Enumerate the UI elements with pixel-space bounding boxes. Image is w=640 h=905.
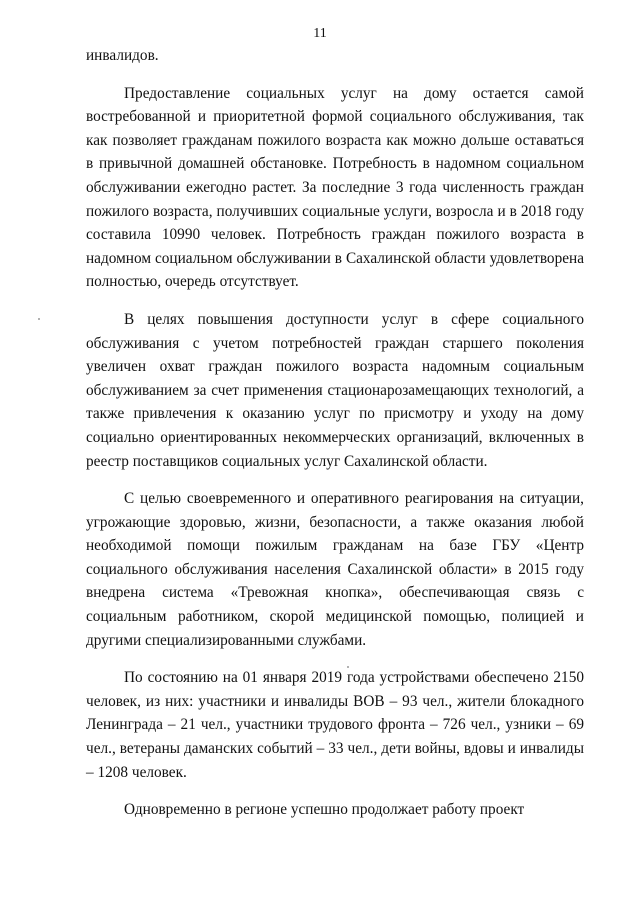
scan-speck [347,666,349,668]
paragraph-device-statistics: По состоянию на 01 января 2019 года устройствами обеспечено 2150 человек, из них: участники и инвалиды ВОВ – 93 чел., жители блокадного Ленинграда – 21 чел., участники трудового фронта – 726 чел., узники – 69 чел., ветераны даманских событий – 33 чел., дети войны, вдовы и инвалиды – 1208 человек. [86,669,584,781]
paragraph-alarm-button: С целью своевременного и оперативного реагирования на ситуации, угрожающие здоровью, жизни, безопасности, а также оказания любой необходимой помощи пожилым гражданам на базе ГБУ «Центр социального обслуживания населения Сахалинской области» в 2015 году внедрена система «Тревожная кнопка», обеспечивающая связь с социальным работником, скорой медицинской помощью, полицией и другими специализированными службами. [86,490,584,649]
scan-speck [38,318,40,320]
paragraph-home-services: Предоставление социальных услуг на дому остается самой востребованной и приоритетной формой социального обслуживания, так как позволяет гражданам пожилого возраста как можно дольше оставаться в привычной домашней обстановке. Потребность в надомном социальном обслуживании ежегодно растет. За последние 3 года численность граждан пожилого возраста, получивших социальные услуги, возросла и в 2018 году составила 10990 человек. Потребность граждан пожилого возраста в надомном социальном обслуживании в Сахалинской области удовлетворена полностью, очередь отсутствует. [86,84,584,291]
paragraph-service-accessibility: В целях повышения доступности услуг в сфере социального обслуживания с учетом потребностей граждан старшего поколения увеличен охват граждан пожилого возраста надомным социальным обслуживанием за счет применения стационарозамещающих технологий, а также привлечения к оказанию услуг по присмотру и уходу на дому социально ориентированных некоммерческих организаций, включенных в реестр поставщиков социальных услуг Сахалинской области. [86,310,584,470]
page-number: 11 [313,26,327,41]
paragraph-continuation: инвалидов. [86,47,159,64]
document-body [86,44,584,822]
paragraph-project-start: Одновременно в регионе успешно продолжает работу проект [124,801,525,819]
